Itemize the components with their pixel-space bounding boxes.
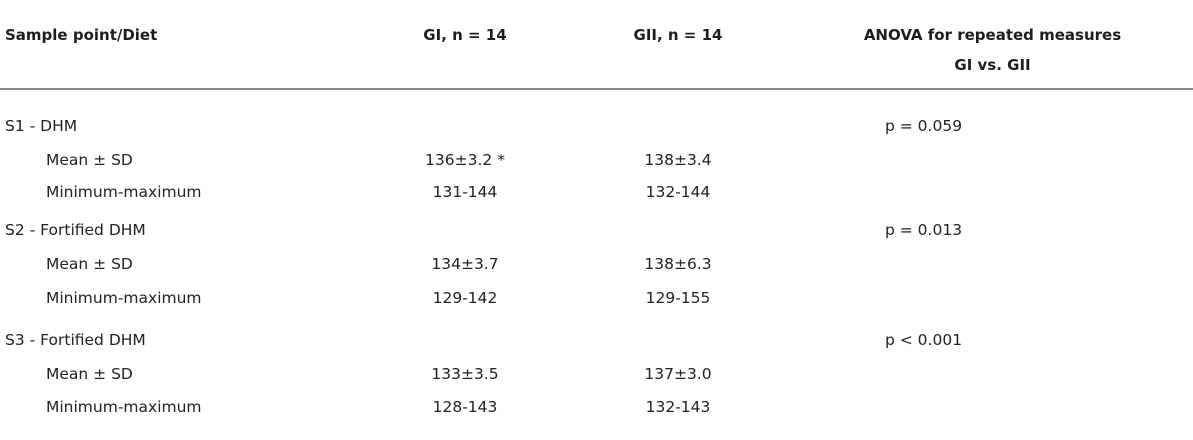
header-sample-point: Sample point/Diet (5, 26, 158, 44)
group-two-value: 132-143 (645, 398, 711, 416)
group-one-value: 129-142 (432, 289, 498, 307)
group-two-value: 137±3.0 (644, 365, 712, 383)
section-label: S2 - Fortified DHM (5, 221, 146, 239)
row-label: Mean ± SD (46, 365, 133, 383)
group-one-value: 134±3.7 (431, 255, 499, 273)
table-header (0, 0, 1193, 88)
group-two-value: 132-144 (645, 183, 711, 201)
header-group-two: GII, n = 14 (633, 26, 723, 44)
table-row (0, 142, 1193, 178)
header-group-one: GI, n = 14 (423, 26, 507, 44)
group-one-value: 128-143 (432, 398, 498, 416)
header-anova-line2: GI vs. GII (954, 56, 1031, 74)
table-row (0, 280, 1193, 316)
row-label: Minimum-maximum (46, 398, 202, 416)
row-label: Minimum-maximum (46, 183, 202, 201)
row-label: Minimum-maximum (46, 289, 202, 307)
header-anova (800, 20, 1185, 80)
group-two-value: 138±6.3 (644, 255, 712, 273)
table-row (0, 356, 1193, 392)
table-row (0, 174, 1193, 210)
section-row-s2 (0, 212, 1193, 248)
group-one-value: 133±3.5 (431, 365, 499, 383)
group-one-value: 131-144 (432, 183, 498, 201)
section-label: S3 - Fortified DHM (5, 331, 146, 349)
table-row (0, 246, 1193, 282)
header-anova-line1: ANOVA for repeated measures (863, 26, 1122, 44)
p-value: p = 0.059 (885, 117, 963, 135)
section-row-s3 (0, 322, 1193, 358)
row-label: Mean ± SD (46, 151, 133, 169)
section-label: S1 - DHM (5, 117, 78, 135)
group-one-value: 136±3.2 * (425, 151, 505, 169)
group-two-value: 138±3.4 (644, 151, 712, 169)
p-value: p = 0.013 (885, 221, 963, 239)
section-row-s1 (0, 108, 1193, 144)
row-label: Mean ± SD (46, 255, 133, 273)
group-two-value: 129-155 (645, 289, 711, 307)
table-row (0, 389, 1193, 425)
p-value: p < 0.001 (885, 331, 963, 349)
header-divider (0, 88, 1193, 90)
